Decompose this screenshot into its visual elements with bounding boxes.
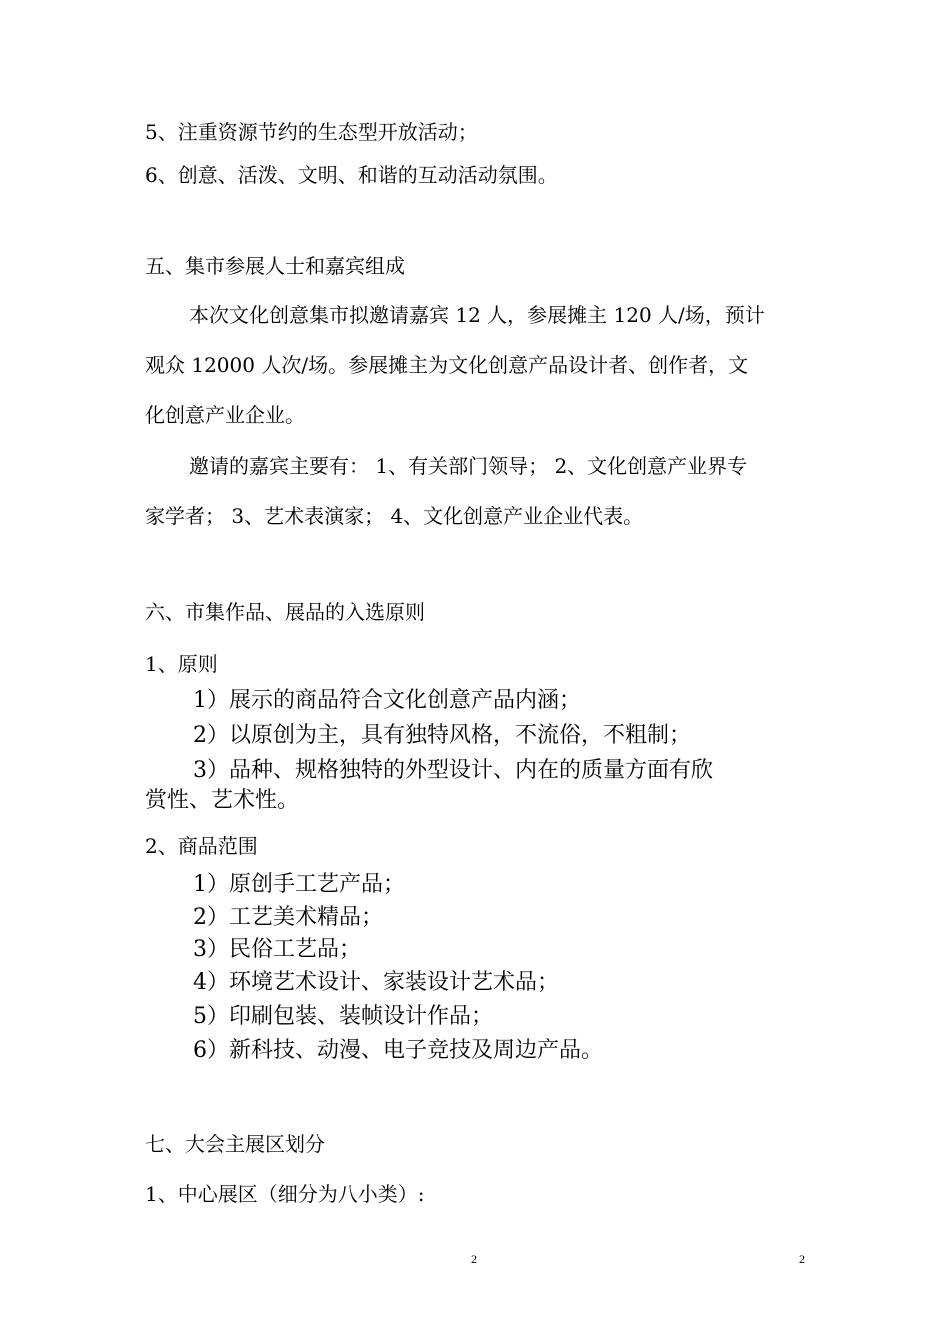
list-item-6: 6、创意、活泼、文明、和谐的互动活动氛围。: [145, 163, 558, 187]
page-number-center: 2: [471, 1252, 477, 1266]
scope-item: 3）民俗工艺品；: [193, 937, 361, 962]
principle-item: 2）以原创为主，具有独特风格，不流俗，不粗制；: [193, 723, 691, 748]
principle-item: 1）展示的商品符合文化创意产品内涵；: [193, 688, 581, 713]
section-7-heading: 七、大会主展区划分: [145, 1132, 325, 1156]
scope-item: 5）印刷包装、装帧设计作品；: [193, 1004, 493, 1029]
section-5-paragraph-1-line-3: 化创意产业企业。: [145, 403, 305, 427]
scope-item: 6）新科技、动漫、电子竞技及周边产品。: [193, 1038, 603, 1063]
scope-item: 1）原创手工艺产品；: [193, 872, 405, 897]
section-5-paragraph-2-line-1: 邀请的嘉宾主要有： 1、有关部门领导； 2、文化创意产业界专: [189, 454, 748, 478]
principle-item: 3）品种、规格独特的外型设计、内在的质量方面有欣: [193, 758, 713, 783]
section-7-item-1: 1、中心展区（细分为八小类）:: [145, 1182, 425, 1206]
scope-item: 4）环境艺术设计、家装设计艺术品；: [193, 970, 559, 995]
list-item-5: 5、注重资源节约的生态型开放活动；: [145, 120, 478, 144]
section-6-heading: 六、市集作品、展品的入选原则: [145, 600, 425, 624]
section-5-paragraph-1-line-1: 本次文化创意集市拟邀请嘉宾 12 人，参展摊主 120 人/场，预计: [189, 303, 765, 327]
principle-heading: 1、原则: [145, 652, 218, 676]
section-5-heading: 五、集市参展人士和嘉宾组成: [145, 254, 405, 278]
section-5-paragraph-2-line-2: 家学者； 3、艺术表演家； 4、文化创意产业企业代表。: [145, 504, 644, 528]
principle-item-continuation: 赏性、艺术性。: [145, 788, 300, 813]
scope-heading: 2、商品范围: [145, 834, 258, 858]
scope-item: 2）工艺美术精品；: [193, 905, 383, 930]
section-5-paragraph-1-line-2: 观众 12000 人次/场。参展摊主为文化创意产品设计者、创作者，文: [145, 353, 749, 377]
page-number-right: 2: [799, 1252, 805, 1266]
